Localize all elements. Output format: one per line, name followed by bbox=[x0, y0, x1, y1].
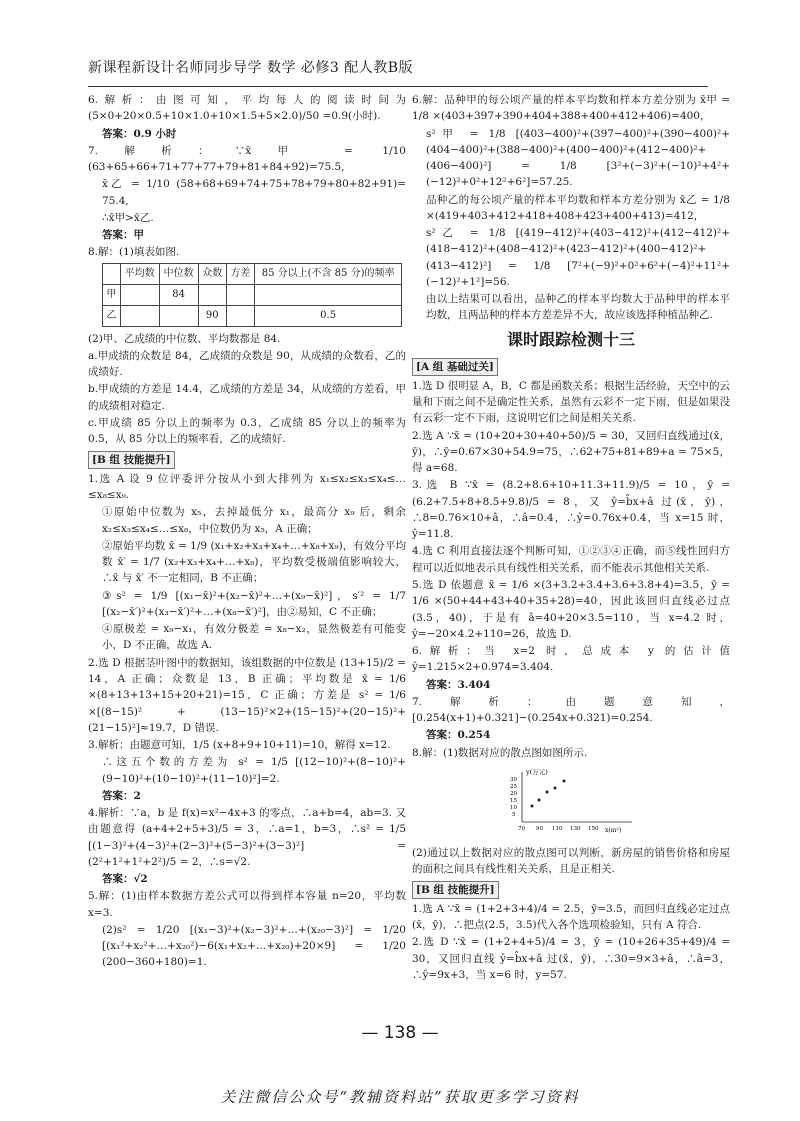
table-cell: 甲 bbox=[103, 284, 121, 305]
a-answer-5: 5.选 D 依题意 x̄ = 1/6 ×(3+3.2+3.4+3.6+3.8+4)=3.5，ȳ = 1/6 ×(50+44+43+40+35+28)=40，因此该回归直线必过点(3.5，40)，于是有 â=40+20×3.5=110，当 x=4.2 时，ŷ=−20×4.2+110=26，故选 D. bbox=[412, 578, 730, 640]
y-tick: 15 bbox=[510, 797, 517, 804]
x-tick: 150 bbox=[588, 825, 599, 832]
b-answer-1-step3: ③s² = 1/9 [(x₁−x̄)²+(x₂−x̄)²+…+(x₉−x̄)²]，s′² = 1/7 [(x₂−x̄′)²+(x₃−x̄′)²+…+(x₈−x̄′)²]，由②易知，C 不正确； bbox=[102, 589, 406, 618]
section-a-label: [A 组 基础过关] bbox=[412, 358, 498, 376]
table-cell bbox=[255, 284, 402, 305]
b-answer-3-result: 答案：2 bbox=[102, 789, 141, 802]
section-b-label: [B 组 技能提升] bbox=[412, 881, 499, 899]
answer-8-c: c.甲成绩 85 分以上的频率为 0.3，乙成绩 85 分以上的频率为 0.5，从 85 分以上的频率看，乙的成绩好. bbox=[88, 416, 406, 446]
table-cell: 中位数 bbox=[159, 263, 198, 284]
b-answer-1: 1.选 A ∵x̄ = (1+2+3+4)/4 = 2.5，ȳ=3.5，而回归直线必定过点(x̄，ȳ)，∴把点(2.5，3.5)代入各个选项检验知，只有 A 符合. bbox=[412, 902, 730, 932]
b-answer-2: 2.选 D ∵x̄ = (1+2+4+5)/4 = 3，ȳ = (10+26+35+49)/4 = 30，又回归直线 ŷ=b̂x+â 过(x̄，ȳ)，∴30=9×3+â，∴â=3，∴ŷ=9x+3，当 x=6 时，y=57. bbox=[412, 936, 730, 982]
b-answer-1: 1.选 A 设 9 位评委评分按从小到大排列为 x₁≤x₂≤x₃≤x₄≤…≤x₈≤x₉. bbox=[88, 472, 406, 502]
table-cell: 0.5 bbox=[255, 305, 402, 326]
answer-8-part2: (2)甲、乙成绩的中位数、平均数都是 84. bbox=[88, 332, 281, 345]
table-cell bbox=[226, 284, 254, 305]
y-tick: 5 bbox=[512, 811, 516, 818]
a-answer-3: 3.选 B ∵x̄ = (8.2+8.6+10+11.3+11.9)/5 = 10，ȳ = (6.2+7.5+8+8.5+9.8)/5 = 8，又 ŷ=b̂x+â 过(x̄，ȳ)，∴8=0.76×10+â，∴â=0.4，∴ŷ=0.76x+0.4，当 x=15 时，ŷ=11.8. bbox=[412, 479, 730, 541]
x-axis-label: x(m²) bbox=[605, 826, 622, 834]
y-axis-label: y(万元) bbox=[526, 767, 548, 776]
y-tick: 20 bbox=[510, 790, 517, 797]
table-cell bbox=[226, 305, 254, 326]
a-answer-1: 1.选 D 很明显 A，B，C 都是函数关系；根据生活经验，天空中的云量和下雨之间不是确定性关系，虽然有云彩不一定下雨，但是如果没有云彩一定不下雨，这说明它们之间是相关关系. bbox=[412, 379, 730, 425]
conclusion: 由以上结果可以看出，品种乙的样本平均数大于品种甲的样本平均数，且两品种的样本方差差异不大，故应该选择种植品种乙. bbox=[426, 293, 730, 322]
answer-6-result: 答案：0.9 小时 bbox=[102, 127, 177, 140]
x-tick: 70 bbox=[518, 825, 525, 832]
table-cell: 乙 bbox=[103, 305, 121, 326]
table-cell bbox=[120, 284, 159, 305]
b-answer-1-step2: ②原始平均数 x̄ = 1/9 (x₁+x₂+x₃+x₄+…+x₈+x₉)，有效分平均数 x̄′ = 1/7 (x₂+x₃+x₄+…+x₈)，平均数受极端值影响较大，∴x̄ 与 x̄′ 不一定相同，B 不正确； bbox=[102, 539, 406, 585]
score-table bbox=[102, 263, 402, 327]
answer-7-line3: ∴x̄甲>x̄乙. bbox=[102, 211, 154, 224]
a-answer-6-result: 答案：3.404 bbox=[426, 678, 491, 691]
b-answer-5-part2: (2)s² = 1/20 [(x₁−3)²+(x₂−3)²+…+(x₂₀−3)²] = 1/20 [(x₁²+x₂²+…+x₂₀²)−6(x₁+x₂+…+x₂₀)+20×9] = 1/20 (200−360+180)=1. bbox=[102, 923, 406, 969]
page-header: 新课程新设计名师同步导学 数学 必修3 配人教B版 bbox=[88, 58, 708, 87]
table-header-row bbox=[103, 263, 402, 284]
variance-a: s²甲 = 1/8 [(403−400)²+(397−400)²+(390−400)²+(404−400)²+(388−400)²+(400−400)²+(412−400)²+(406−400)²] = 1/8 [3²+(−3)²+(−10)²+4²+(−12)²+0²+12²+6²]=57.25. bbox=[426, 127, 730, 189]
section-b-label: [B 组 技能提升] bbox=[88, 451, 175, 469]
data-point bbox=[563, 779, 566, 782]
answer-7-result: 答案：甲 bbox=[102, 229, 144, 242]
variance-b: s²乙 = 1/8 [(419−412)²+(403−412)²+(412−412)²+(418−412)²+(408−412)²+(423−412)²+(400−412)²+(413−412)²] = 1/8 [7²+(−9)²+0²+6²+(−4)²+11²+(−12)²+1²]=56. bbox=[426, 227, 730, 288]
table-cell bbox=[159, 305, 198, 326]
a-answer-8: 8.解：(1)数据对应的散点图如图所示. bbox=[412, 746, 588, 759]
answer-8-b: b.甲成绩的方差是 14.4，乙成绩的方差是 34，从成绩的方差看，甲的成绩相对稳定. bbox=[88, 383, 406, 412]
table-cell bbox=[198, 284, 226, 305]
table-cell bbox=[103, 263, 121, 284]
a-answer-7-result: 答案：0.254 bbox=[426, 729, 491, 742]
a-answer-2: 2.选 A ∵x̄ = (10+20+30+40+50)/5 = 30，又回归直线通过(x̄，ȳ)，∴ȳ=0.67×30+54.9=75，∴62+75+81+89+a = 75×5，得 a=68. bbox=[412, 429, 730, 475]
table-row bbox=[103, 305, 402, 326]
b-answer-4-result: 答案：√2 bbox=[102, 873, 148, 886]
answer-7-line2: x̄乙 = 1/10 (58+68+69+74+75+78+79+80+82+91)= 75.4, bbox=[102, 178, 406, 207]
table-cell: 90 bbox=[198, 305, 226, 326]
b-answer-5: 5.解：(1)由样本数据方差公式可以得到样本容量 n=20，平均数 x=3. bbox=[88, 890, 406, 919]
y-tick: 25 bbox=[510, 783, 517, 790]
table-cell: 平均数 bbox=[120, 263, 159, 284]
data-point bbox=[546, 790, 549, 793]
section-title: 课时跟踪检测十三 bbox=[506, 329, 635, 349]
a-answer-8-part2: (2)通过以上数据对应的散点图可以判断，新房屋的销售价格和房屋的面积之间具有线性相关关系，且是正相关. bbox=[412, 847, 730, 876]
y-tick: 10 bbox=[510, 804, 517, 811]
table-cell bbox=[120, 305, 159, 326]
answer-7: 7.解析：∵x̄甲 = 1/10 (63+65+66+71+77+77+79+81+84+92)=75.5, bbox=[88, 144, 406, 174]
table-cell: 众数 bbox=[198, 263, 226, 284]
b-answer-1-step4: ④原极差 = x₉−x₁，有效分极差 = x₈−x₂，显然极差有可能变小，D 不正确，故选 A. bbox=[102, 623, 406, 652]
data-point bbox=[531, 804, 534, 807]
a-answer-6: 6.解析：当 x=2 时，总成本 y 的估计值 ŷ=1.215×2+0.974=3.404. bbox=[412, 645, 730, 674]
x-tick: 130 bbox=[570, 825, 581, 832]
table-cell: 85 分以上(不含 85 分)的频率 bbox=[255, 263, 402, 284]
answer-8: 8.解：(1)填表如图. bbox=[88, 246, 180, 259]
data-point bbox=[554, 786, 557, 789]
table-row bbox=[103, 284, 402, 305]
b-answer-3: 3.解析：由题意可知，1/5 (x+8+9+10+11)=10，解得 x=12. bbox=[88, 739, 391, 752]
data-point bbox=[538, 798, 541, 801]
scatter-plot bbox=[502, 766, 642, 834]
x-tick: 110 bbox=[552, 825, 563, 832]
answer-8-a: a.甲成绩的众数是 84，乙成绩的众数是 90，从成绩的众数看，乙的成绩好. bbox=[88, 349, 406, 379]
x-tick: 90 bbox=[536, 825, 543, 832]
y-tick: 30 bbox=[510, 776, 517, 783]
mean-b: 品种乙的每公顷产量的样本平均数和样本方差分别为 x̄乙 = 1/8 ×(419+403+412+418+408+423+400+413)=412， bbox=[426, 193, 730, 222]
footer-note: 关注微信公众号“教辅资料站”获取更多学习资料 bbox=[220, 1088, 580, 1106]
right-column bbox=[412, 92, 730, 1047]
b-answer-1-step1: ①原始中位数为 x₅，去掉最低分 x₁，最高分 x₉ 后，剩余 x₂≤x₃≤x₄≤…≤x₈，中位数仍为 x₅，A 正确； bbox=[102, 506, 406, 535]
b-answer-4: 4.解析：∵a，b 是 f(x)=x²−4x+3 的零点，∴a+b=4，ab=3. 又由题意得 (a+4+2+5+3)/5 = 3，∴a=1，b=3，∴s² = 1/5 [(1−3)²+(4−3)²+(2−3)²+(5−3)²+(3−3)²] = (2²+1²+1²+2²)/5 = 2，∴s=√2. bbox=[88, 807, 406, 868]
table-cell: 84 bbox=[159, 284, 198, 305]
answer-6: 6.解析：由图可知，平均每人的阅读时间为 (5×0+20×0.5+10×1.0+10×1.5+5×2.0)/50 =0.9(小时). bbox=[88, 94, 406, 123]
left-column bbox=[88, 92, 406, 1047]
b-answer-3-line2: ∴这五个数的方差为 s² = 1/5 [(12−10)²+(8−10)²+(9−10)²+(10−10)²+(11−10)²]=2. bbox=[102, 756, 406, 785]
a-answer-7: 7.解析：由题意知，[0.254(x+1)+0.321]−(0.254x+0.321)=0.254. bbox=[412, 695, 730, 725]
b-answer-2: 2.选 D 根据茎叶图中的数据知，该组数据的中位数是 (13+15)/2 = 14，A 正确；众数是 13，B 正确；平均数是 x̄ = 1/6 ×(8+13+13+15+20+21)=15，C 正确；方差是 s² = 1/6 ×[(8−15)² + (13−15)²×2+(15−15)²+(20−15)²+(21−15)²]≈19.7，D 错误. bbox=[88, 656, 406, 734]
a-answer-4: 4.选 C 利用直接法逐个判断可知，①②③④正确，而⑤线性回归方程可以近似地表示具有线性相关关系，而不能表示其他相关关系. bbox=[412, 545, 730, 574]
page-number: — 138 — bbox=[361, 1023, 439, 1043]
answer-6-variety: 6.解：品种甲的每公顷产量的样本平均数和样本方差分别为 x̄甲 = 1/8 ×(403+397+390+404+388+400+412+406)=400， bbox=[412, 94, 730, 123]
table-cell: 方差 bbox=[226, 263, 254, 284]
